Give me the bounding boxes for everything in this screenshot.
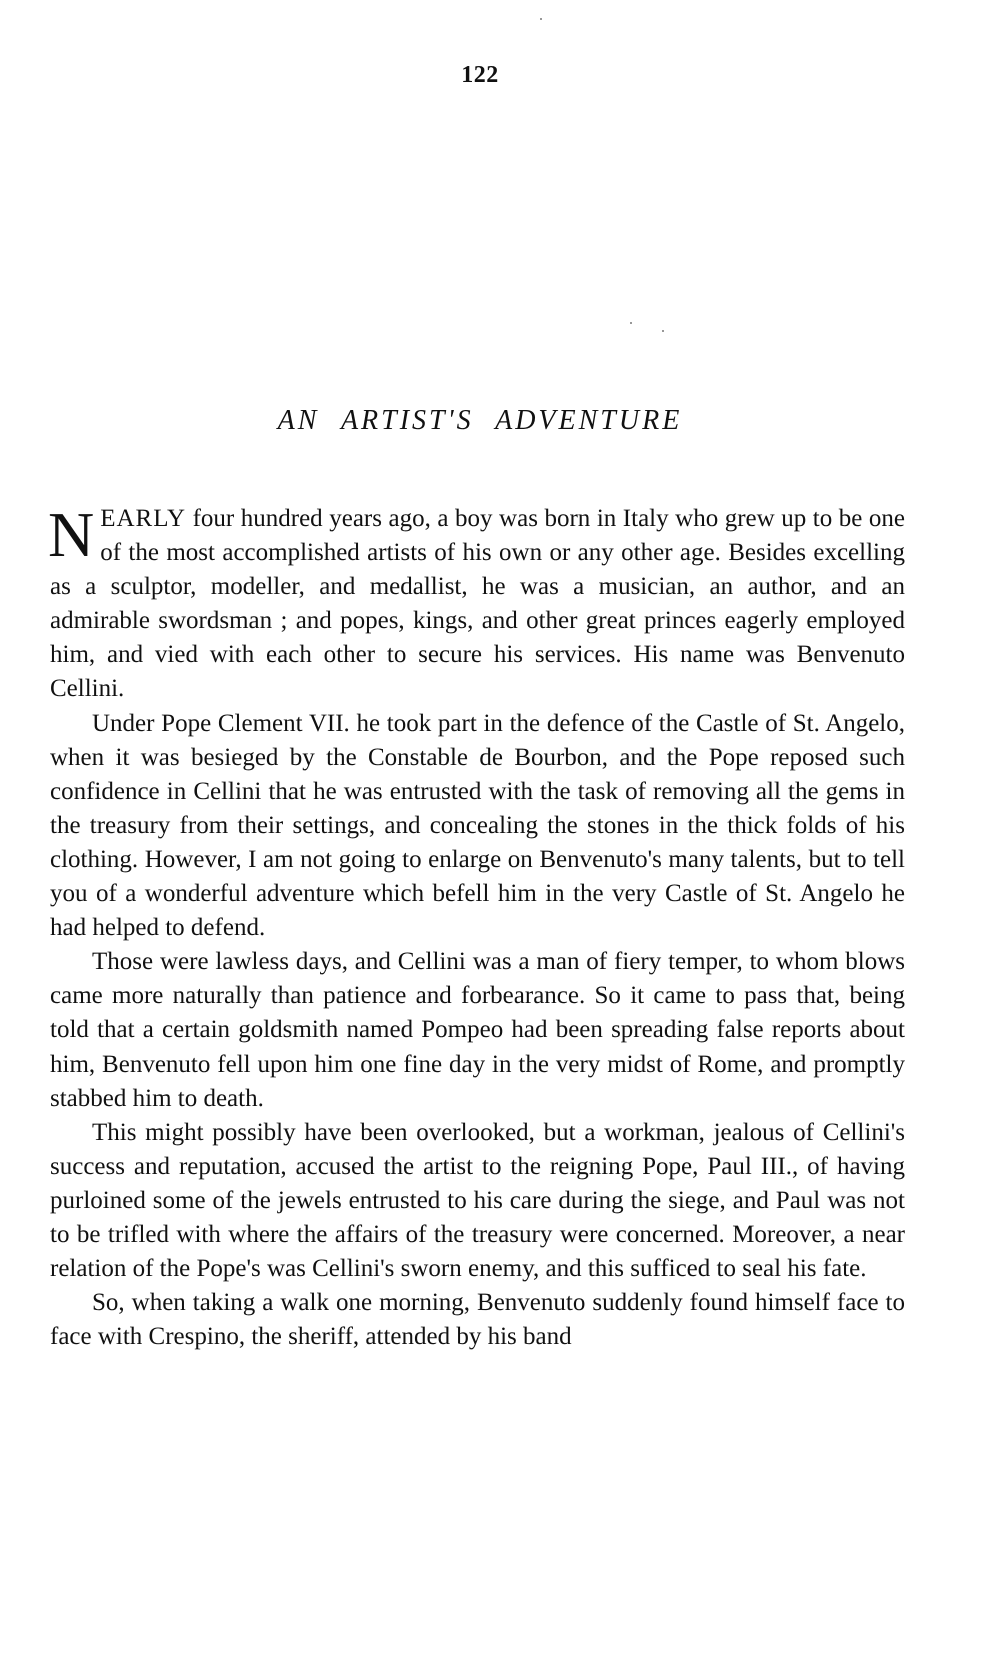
paragraph: Under Pope Clement VII. he took part in the defence of the Castle of St. Angelo, when it was besieged by the Constable de Bourbon, and the Pope reposed such confidence in Cellini that he was entrusted with the task of removing all the gems in the treasury from their settings, and concealing the stones in the thick folds of his clothing. However, I am not going to enlarge on Benvenuto's many talents, but to tell you of a wonderful adventure which befell him in the very Castle of St. Angelo he had helped to defend. <box>50 709 905 942</box>
print-speck <box>662 330 664 332</box>
paragraph: This might possibly have been overlooked, but a workman, jealous of Cellini's success and reputation, accused the artist to the reigning Pope, Paul III., of having purloined some of the jewels entrusted to his care during the siege, and Paul was not to be trifled with where the affairs of the treasury were concerned. Moreover, a near relation of the Pope's was Cellini's sworn enemy, and this sufficed to seal his fate. <box>50 1118 905 1283</box>
drop-cap: N <box>48 499 95 570</box>
paragraph: So, when taking a walk one morning, Benvenuto suddenly found himself face to face with Crespino, the sheriff, attended by his band <box>50 1289 905 1351</box>
print-speck <box>540 18 542 20</box>
paragraph: Those were lawless days, and Cellini was a man of fiery temper, to whom blows came more naturally than patience and forbearance. So it came to pass that, being told that a certain goldsmith named Pompeo had been spreading false reports about him, Benvenuto fell upon him one fine day in the very midst of Rome, and promptly stabbed him to death. <box>50 948 905 1112</box>
chapter-title: AN ARTIST'S ADVENTURE <box>277 405 683 436</box>
paragraph <box>48 499 905 707</box>
article-body <box>48 499 905 1354</box>
paragraph-text: four hundred years ago, a boy was born in Italy who grew up to be one of the most accomplished artists of his own or any other age. Besides excelling as a sculptor, modeller, and medallist, he was a musician, an author, and an admirable swordsman ; and popes, kings, and other great princes eagerly employed him, and vied with each other to secure his services. His name was Benvenuto Cellini. <box>50 505 905 703</box>
page-number: 122 <box>461 62 499 88</box>
opening-caps: EARLY <box>100 505 187 532</box>
print-speck <box>630 322 632 324</box>
